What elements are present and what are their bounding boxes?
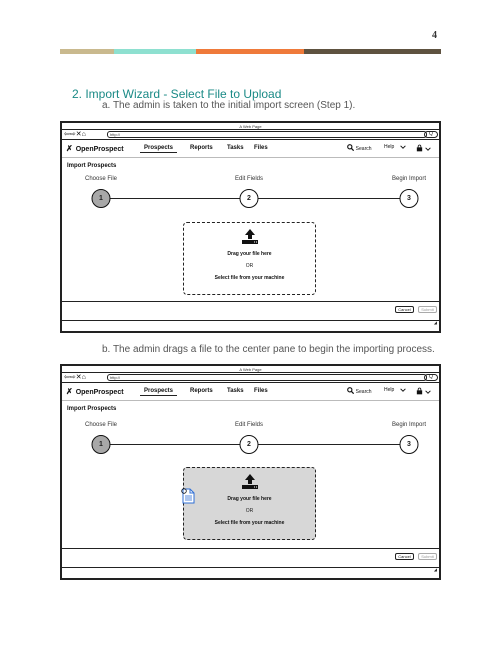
page-title: Import Prospects bbox=[67, 163, 117, 169]
select-file-link[interactable]: Select file from your machine bbox=[214, 520, 285, 526]
url-bar[interactable]: http:// bbox=[107, 131, 427, 138]
mock-footer bbox=[62, 548, 439, 572]
lock-user-icon bbox=[416, 387, 423, 395]
help-link[interactable]: Help bbox=[384, 387, 395, 393]
step-label-edit-fields: Edit Fields bbox=[234, 422, 264, 428]
user-menu[interactable] bbox=[416, 144, 431, 154]
file-dropzone[interactable] bbox=[183, 222, 316, 295]
app-header bbox=[62, 140, 439, 158]
step-circle-1: 1 bbox=[92, 189, 111, 208]
logo-text: OpenProspect bbox=[75, 146, 124, 153]
help-chevron-down-icon[interactable] bbox=[400, 387, 406, 395]
step-label-choose-file: Choose File bbox=[84, 176, 118, 182]
upload-icon bbox=[241, 229, 259, 245]
status-bar bbox=[62, 320, 439, 325]
logo-mark-icon: ✗ bbox=[66, 144, 73, 153]
chevron-down-icon bbox=[425, 389, 431, 395]
cancel-button[interactable]: Cancel bbox=[395, 553, 414, 560]
window-title: A Web Page bbox=[62, 123, 439, 130]
step-circle-2: 2 bbox=[240, 435, 259, 454]
search-link[interactable]: Search bbox=[347, 144, 372, 152]
mock-footer bbox=[62, 301, 439, 325]
or-text: OR bbox=[245, 508, 254, 514]
browser-toolbar bbox=[62, 130, 439, 140]
page-title: Import Prospects bbox=[67, 406, 117, 412]
file-dropzone[interactable] bbox=[183, 467, 316, 540]
drag-file-text: Drag your file here bbox=[227, 496, 272, 502]
status-bar bbox=[62, 567, 439, 572]
search-link[interactable]: Search bbox=[347, 387, 372, 395]
nav-tasks[interactable]: Tasks bbox=[227, 145, 244, 151]
nav-tasks[interactable]: Tasks bbox=[227, 388, 244, 394]
lock-user-icon bbox=[416, 144, 423, 152]
browser-nav-icons[interactable]: ⇦⇨✕⌂ bbox=[64, 374, 86, 381]
app-logo[interactable] bbox=[66, 387, 124, 396]
color-bar-segment bbox=[304, 49, 441, 54]
chevron-down-icon bbox=[425, 146, 431, 152]
nav-files[interactable]: Files bbox=[254, 388, 268, 394]
nav-prospects[interactable]: Prospects bbox=[140, 145, 177, 153]
browser-search-icon[interactable]: Q bbox=[424, 374, 438, 381]
step-label-begin-import: Begin Import bbox=[391, 422, 427, 428]
nav-reports[interactable]: Reports bbox=[190, 388, 213, 394]
browser-toolbar bbox=[62, 373, 439, 383]
drag-file-text: Drag your file here bbox=[227, 251, 272, 257]
app-logo[interactable] bbox=[66, 144, 124, 153]
help-chevron-down-icon[interactable] bbox=[400, 144, 406, 152]
step-label-choose-file: Choose File bbox=[84, 422, 118, 428]
url-bar[interactable]: http:// bbox=[107, 374, 427, 381]
browser-nav-icons[interactable]: ⇦⇨✕⌂ bbox=[64, 131, 86, 138]
step-circle-3: 3 bbox=[400, 435, 419, 454]
step-b-text: b. The admin drags a file to the center pane to begin the importing process. bbox=[102, 344, 435, 355]
resize-grip-icon[interactable]: ◢ bbox=[433, 320, 437, 325]
import-page bbox=[62, 158, 439, 325]
page-number: 4 bbox=[432, 30, 437, 41]
or-text: OR bbox=[245, 263, 254, 269]
import-page bbox=[62, 401, 439, 572]
color-bar-segment bbox=[114, 49, 196, 54]
browser-mockup-step1 bbox=[60, 121, 441, 333]
help-link[interactable]: Help bbox=[384, 144, 395, 150]
browser-mockup-step1-dragging bbox=[60, 364, 441, 580]
user-menu[interactable] bbox=[416, 387, 431, 397]
search-icon bbox=[347, 387, 354, 394]
decorative-color-bar bbox=[60, 49, 441, 54]
step-circle-3: 3 bbox=[400, 189, 419, 208]
submit-button[interactable]: Submit bbox=[418, 306, 437, 313]
select-file-link[interactable]: Select file from your machine bbox=[214, 275, 285, 281]
upload-icon bbox=[241, 474, 259, 490]
step-a-text: a. The admin is taken to the initial import screen (Step 1). bbox=[102, 100, 356, 111]
step-label-begin-import: Begin Import bbox=[391, 176, 427, 182]
window-title: A Web Page bbox=[62, 366, 439, 373]
nav-prospects[interactable]: Prospects bbox=[140, 388, 177, 396]
step-label-edit-fields: Edit Fields bbox=[234, 176, 264, 182]
submit-button[interactable]: Submit bbox=[418, 553, 437, 560]
color-bar-segment bbox=[196, 49, 304, 54]
step-circle-1: 1 bbox=[92, 435, 111, 454]
nav-reports[interactable]: Reports bbox=[190, 145, 213, 151]
color-bar-segment bbox=[60, 49, 114, 54]
section-heading: 2. Import Wizard - Select File to Upload bbox=[72, 87, 282, 101]
browser-search-icon[interactable]: Q bbox=[424, 131, 438, 138]
logo-mark-icon: ✗ bbox=[66, 387, 73, 396]
resize-grip-icon[interactable]: ◢ bbox=[433, 567, 437, 572]
step-circle-2: 2 bbox=[240, 189, 259, 208]
app-header bbox=[62, 383, 439, 401]
logo-text: OpenProspect bbox=[75, 389, 124, 396]
cancel-button[interactable]: Cancel bbox=[395, 306, 414, 313]
search-icon bbox=[347, 144, 354, 151]
nav-files[interactable]: Files bbox=[254, 145, 268, 151]
